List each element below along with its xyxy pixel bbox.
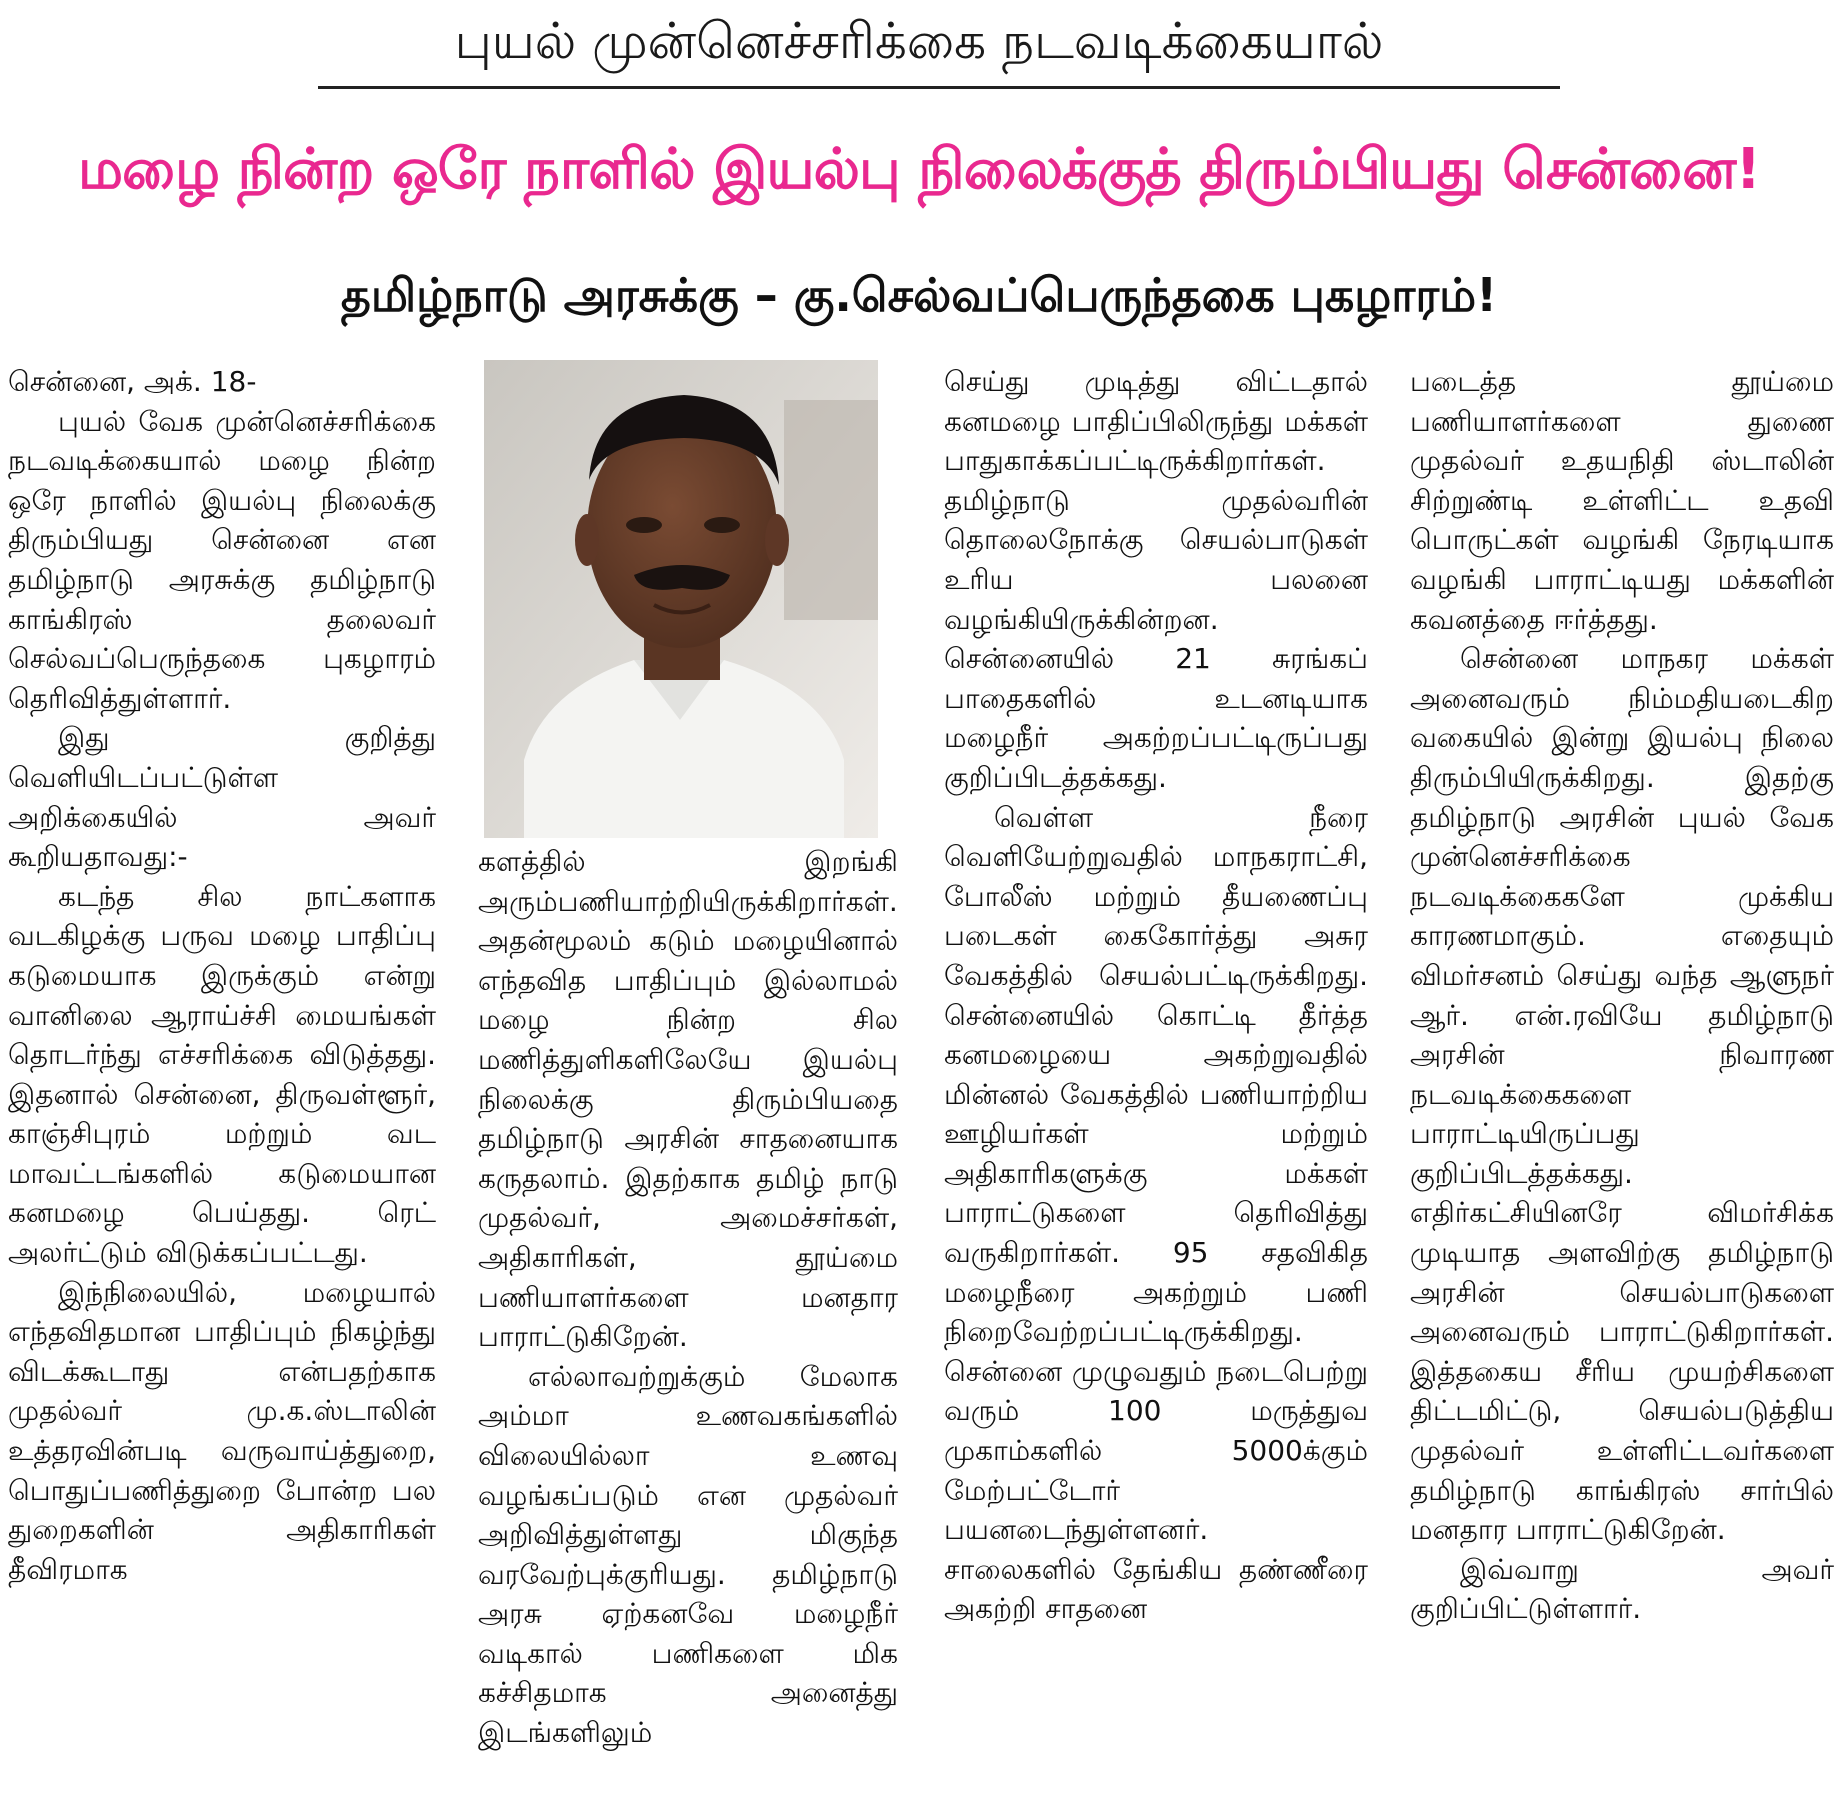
article-column-2 (478, 842, 898, 1753)
article-headline: மழை நின்ற ஒரே நாளில் இயல்பு நிலைக்குத் திரும்பியது சென்னை! (77, 137, 1761, 202)
body-paragraph: செய்து முடித்து விட்டதால் கனமழை பாதிப்பிலிருந்து மக்கள் பாதுகாக்கப்பட்டிருக்கிறார்கள். தமிழ்நாடு முதல்வரின் தொலைநோக்கு செயல்பாடுகள் உரிய பலனை வழங்கியிருக்கின்றன. சென்னையில் 21 சுரங்கப் பாதைகளில் உடனடியாக மழைநீர் அகற்றப்பட்டிருப்பது குறிப்பிடத்தக்கது. (944, 365, 1368, 794)
body-paragraph: புயல் வேக முன்னெச்சரிக்கை நடவடிக்கையால் மழை நின்ற ஒரே நாளில் இயல்பு நிலைக்கு திரும்பியது சென்னை என தமிழ்நாடு அரசுக்கு தமிழ்நாடு காங்கிரஸ் தலைவர் செல்வப்பெருந்தகை புகழாரம் தெரிவித்துள்ளார். (8, 404, 436, 715)
article-column-4 (1410, 362, 1834, 1629)
article-subheadline: தமிழ்நாடு அரசுக்கு – கு.செல்வப்பெருந்தகை புகழாரம்! (340, 268, 1498, 322)
closing-paragraph: இவ்வாறு அவர் குறிப்பிட்டுள்ளார். (1410, 1552, 1834, 1626)
dateline: சென்னை, அக். 18- (8, 365, 257, 398)
body-paragraph: எல்லாவற்றுக்கும் மேலாக அம்மா உணவகங்களில் விலையில்லா உணவு வழங்கப்படும் என முதல்வர் அறிவித்துள்ளது மிகுந்த வரவேற்புக்குரியது. தமிழ்நாடு அரசு ஏற்கனவே மழைநீர் வடிகால் பணிகளை மிக கச்சிதமாக அனைத்து இடங்களிலும் (478, 1359, 898, 1750)
body-paragraph: இது குறித்து வெளியிடப்பட்டுள்ள அறிக்கையில் அவர் கூறியதாவது:- (8, 721, 436, 874)
body-paragraph: இந்நிலையில், மழையால் எந்தவிதமான பாதிப்பும் நிகழ்ந்து விடக்கூடாது என்பதற்காக முதல்வர் மு.க.ஸ்டாலின் உத்தரவின்படி வருவாய்த்துறை, பொதுப்பணித்துறை போன்ற பல துறைகளின் அதிகாரிகள் தீவிரமாக (8, 1275, 436, 1586)
body-paragraph: வெள்ள நீரை வெளியேற்றுவதில் மாநகராட்சி, போலீஸ் மற்றும் தீயணைப்பு படைகள் கைகோர்த்து அசுர வேகத்தில் செயல்பட்டிருக்கிறது. சென்னையில் கொட்டி தீர்த்த கனமழையை அகற்றுவதில் மின்னல் வேகத்தில் பணியாற்றிய ஊழியர்கள் மற்றும் அதிகாரிகளுக்கு மக்கள் பாராட்டுகளை தெரிவித்து வருகிறார்கள். 95 சதவிகித மழைநீரை அகற்றும் பணி நிறைவேற்றப்பட்டிருக்கிறது. சென்னை முழுவதும் நடைபெற்று வரும் 100 மருத்துவ முகாம்களில் 5000க்கும் மேற்பட்டோர் பயனடைந்துள்ளனர். சாலைகளில் தேங்கிய தண்ணீரை அகற்றி சாதனை (944, 800, 1368, 1626)
body-paragraph: சென்னை மாநகர மக்கள் அனைவரும் நிம்மதியடைகிற வகையில் இன்று இயல்பு நிலை திரும்பியிருக்கிறது. இதற்கு தமிழ்நாடு அரசின் புயல் வேக முன்னெச்சரிக்கை நடவடிக்கைகளே முக்கிய காரணமாகும். எதையும் விமர்சனம் செய்து வந்த ஆளுநர் ஆர். என்.ரவியே தமிழ்நாடு அரசின் நிவாரண நடவடிக்கைகளை பாராட்டியிருப்பது குறிப்பிடத்தக்கது. எதிர்கட்சியினரே விமர்சிக்க முடியாத அளவிற்கு தமிழ்நாடு அரசின் செயல்பாடுகளை அனைவரும் பாராட்டுகிறார்கள். இத்தகைய சீரிய முயற்சிகளை திட்டமிட்டு, செயல்படுத்திய முதல்வர் உள்ளிட்டவர்களை தமிழ்நாடு காங்கிரஸ் சார்பில் மனதார பாராட்டுகிறேன். (1410, 642, 1834, 1547)
body-paragraph: களத்தில் இறங்கி அரும்பணியாற்றியிருக்கிறார்கள். அதன்மூலம் கடும் மழையினால் எந்தவித பாதிப்பும் இல்லாமல் மழை நின்ற சில மணித்துளிகளிலேயே இயல்பு நிலைக்கு திரும்பியதை தமிழ்நாடு அரசின் சாதனையாக கருதலாம். இதற்காக தமிழ் நாடு முதல்வர், அமைச்சர்கள், அதிகாரிகள், தூய்மை பணியாளர்களை மனதார பாராட்டுகிறேன். (478, 845, 898, 1354)
person-portrait-illustration (484, 360, 878, 838)
article-column-3 (944, 362, 1368, 1629)
kicker-divider (318, 86, 1560, 89)
portrait-photo (484, 360, 878, 838)
article-kicker: புயல் முன்னெச்சரிக்கை நடவடிக்கையால் (454, 12, 1384, 70)
article-column-1 (8, 362, 436, 1589)
body-paragraph: படைத்த தூய்மை பணியாளர்களை துணை முதல்வர் உதயநிதி ஸ்டாலின் சிற்றுண்டி உள்ளிட்ட உதவி பொருட்கள் வழங்கி நேரடியாக வழங்கி பாராட்டியது மக்களின் கவனத்தை ஈர்த்தது. (1410, 365, 1834, 636)
body-paragraph: கடந்த சில நாட்களாக வடகிழக்கு பருவ மழை பாதிப்பு கடுமையாக இருக்கும் என்று வானிலை ஆராய்ச்சி மையங்கள் தொடர்ந்து எச்சரிக்கை விடுத்தது. இதனால் சென்னை, திருவள்ளூர், காஞ்சிபுரம் மற்றும் வட மாவட்டங்களில் கடுமையான கனமழை பெய்தது. ரெட் அலர்ட்டும் விடுக்கப்பட்டது. (8, 879, 436, 1270)
